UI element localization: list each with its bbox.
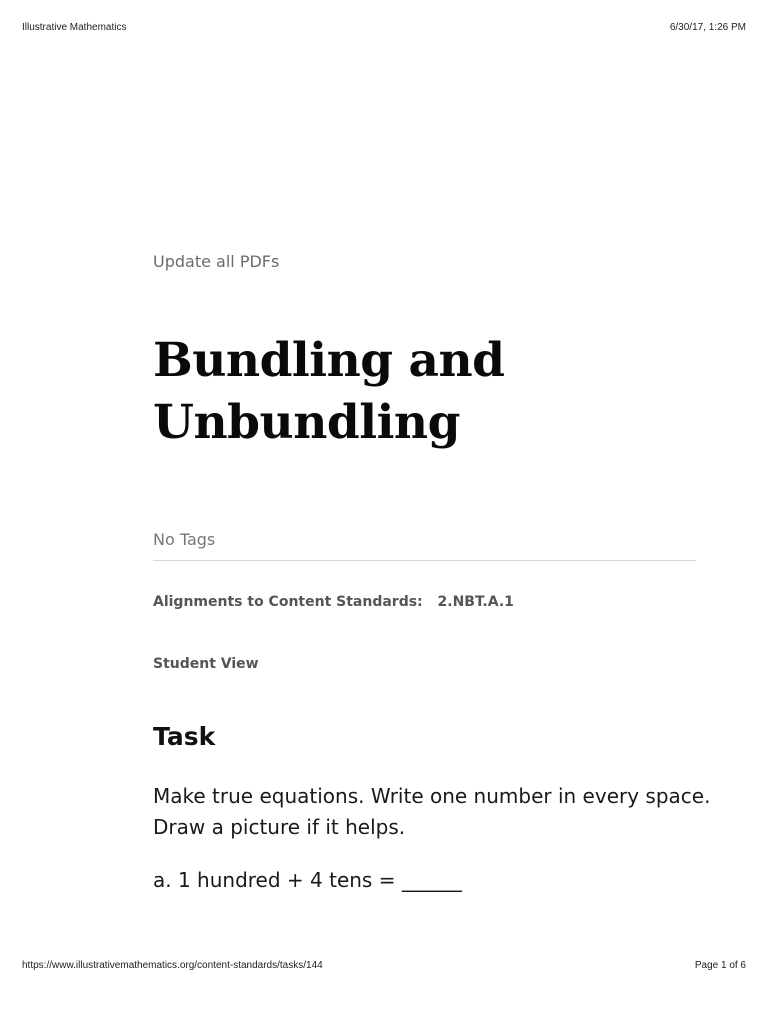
student-view-link[interactable]: Student View bbox=[153, 656, 259, 672]
page-title-line1: Bundling and bbox=[153, 333, 505, 388]
page-title-line2: Unbundling bbox=[153, 395, 460, 450]
standard-link[interactable]: 2.NBT.A.1 bbox=[437, 594, 514, 610]
alignments-row bbox=[153, 594, 514, 610]
task-instructions bbox=[153, 781, 713, 843]
print-footer-url: https://www.illustrativemathematics.org/content-standards/tasks/144 bbox=[22, 960, 323, 971]
task-item-a: a. 1 hundred + 4 tens = ______ bbox=[153, 868, 462, 892]
task-instructions-line2: Draw a picture if it helps. bbox=[153, 815, 406, 839]
task-heading: Task bbox=[153, 722, 216, 751]
tags-label: No Tags bbox=[153, 530, 216, 549]
print-header-datetime: 6/30/17, 1:26 PM bbox=[669, 22, 746, 33]
print-footer-page: Page 1 of 6 bbox=[694, 960, 746, 971]
divider bbox=[153, 560, 696, 561]
print-header bbox=[22, 22, 746, 33]
print-footer bbox=[22, 960, 746, 971]
page-title bbox=[153, 330, 713, 454]
alignments-label: Alignments to Content Standards: bbox=[153, 594, 423, 610]
update-all-pdfs-link[interactable]: Update all PDFs bbox=[153, 252, 280, 271]
task-instructions-line1: Make true equations. Write one number in every space. bbox=[153, 784, 711, 808]
print-header-site: Illustrative Mathematics bbox=[22, 22, 127, 33]
